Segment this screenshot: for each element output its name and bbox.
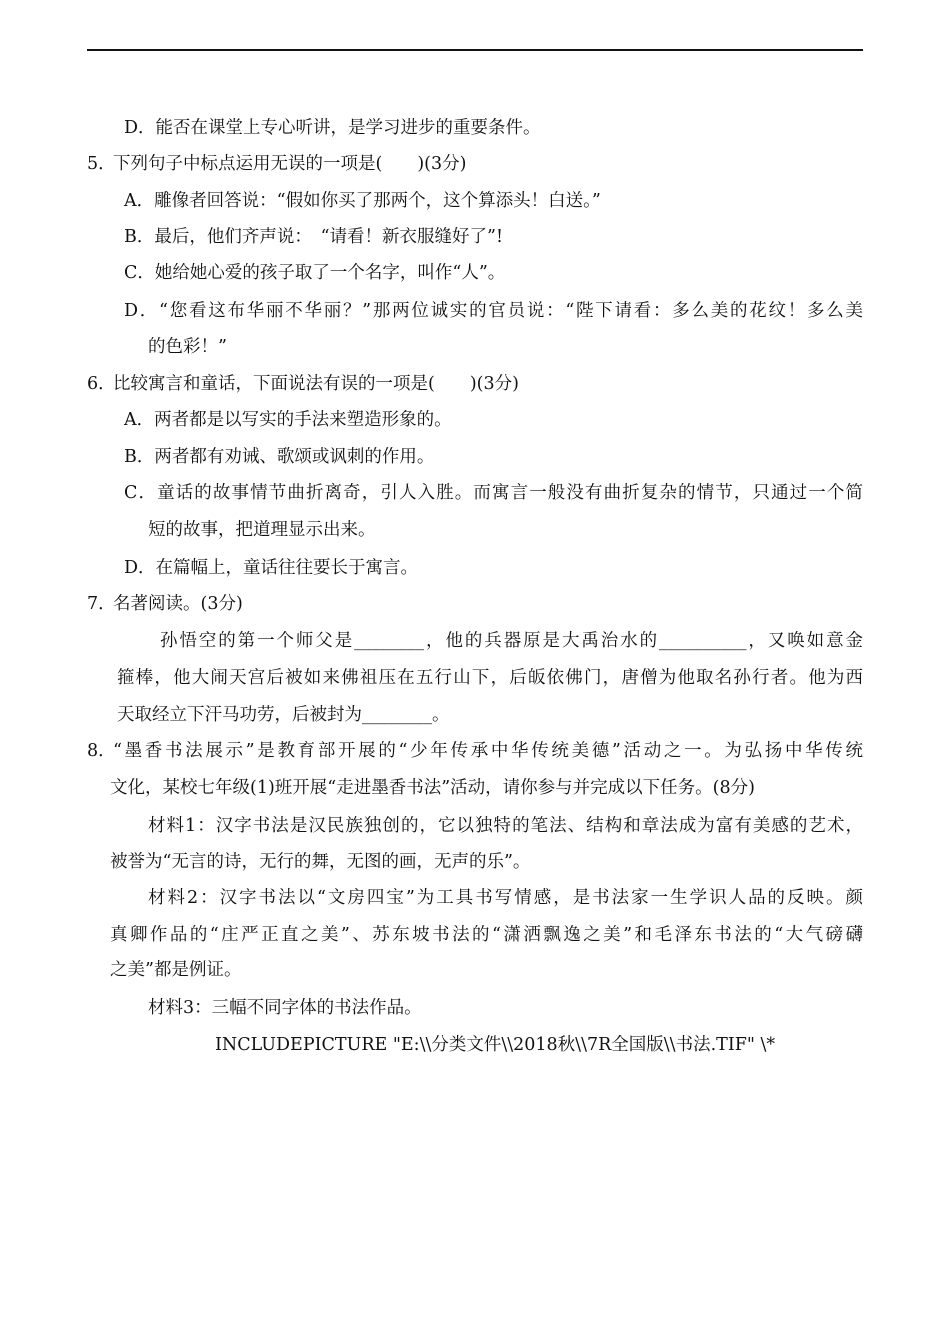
- q8-stem-line-2: 文化，某校七年级(1)班开展“走进墨香书法”活动，请你参与并完成以下任务。(8分): [110, 778, 755, 798]
- q4-option-d: D．能否在课堂上专心听讲，是学习进步的重要条件。: [124, 118, 541, 138]
- q7-passage-line-3: 天取经立下汗马功劳，后被封为________。: [117, 705, 450, 725]
- header-rule: [87, 49, 863, 51]
- q5-option-b: B．最后，他们齐声说： “请看！新衣服缝好了”!: [124, 227, 504, 247]
- material-2-line-1: 材料2：汉字书法以“文房四宝”为工具书写情感，是书法家一生学识人品的反映。颜: [148, 888, 863, 908]
- q6-stem: 比较寓言和童话，下面说法有误的一项是( )(3分): [113, 374, 519, 394]
- material-3: 材料3：三幅不同字体的书法作品。: [148, 998, 422, 1018]
- q5-option-d-cont: 的色彩！”: [148, 337, 227, 357]
- material-1-line-1: 材料1：汉字书法是汉民族独创的，它以独特的笔法、结构和章法成为富有美感的艺术，: [148, 816, 863, 836]
- q5-number: 5．: [87, 154, 116, 174]
- q6-option-b: B．两者都有劝诫、歌颂或讽刺的作用。: [124, 447, 435, 467]
- q5-option-d: D．“您看这布华丽不华丽？”那两位诚实的官员说：“陛下请看：多么美的花纹！多么美: [124, 301, 863, 321]
- q6-option-c-cont: 短的故事，把道理显示出来。: [148, 520, 376, 540]
- q7-passage-line-2: 箍棒，他大闹天宫后被如来佛祖压在五行山下，后皈依佛门，唐僧为他取名孙行者。他为西: [117, 668, 863, 688]
- material-2-line-2: 真卿作品的“庄严正直之美”、苏东坡书法的“潇洒飘逸之美”和毛泽东书法的“大气磅礴: [110, 925, 863, 945]
- q8-number: 8．: [87, 741, 116, 761]
- q7-stem: 名著阅读。(3分): [113, 594, 243, 614]
- q5-option-a: A．雕像者回答说：“假如你买了那两个，这个算添头！白送。”: [124, 191, 601, 211]
- includepicture-field-code: INCLUDEPICTURE "E:\\分类文件\\2018秋\\7R全国版\\书法.TIF" \*: [215, 1035, 776, 1055]
- q6-option-c: C．童话的故事情节曲折离奇，引人入胜。而寓言一般没有曲折复杂的情节，只通过一个简: [124, 483, 863, 503]
- material-1-line-2: 被誉为“无言的诗，无行的舞，无图的画，无声的乐”。: [110, 852, 531, 872]
- q8-stem-line-1: “墨香书法展示”是教育部开展的“少年传承中华传统美德”活动之一。为弘扬中华传统: [113, 741, 863, 761]
- q7-passage-line-1: 孙悟空的第一个师父是________，他的兵器原是大禹治水的__________，又唤如意金: [160, 631, 863, 651]
- q5-stem: 下列句子中标点运用无误的一项是( )(3分): [113, 154, 467, 174]
- q6-option-d: D．在篇幅上，童话往往要长于寓言。: [124, 558, 419, 578]
- q6-option-a: A．两者都是以写实的手法来塑造形象的。: [124, 410, 452, 430]
- material-2-line-3: 之美”都是例证。: [110, 960, 242, 980]
- q5-option-c: C．她给她心爱的孩子取了一个名字，叫作“人”。: [124, 263, 506, 283]
- q7-number: 7．: [87, 594, 116, 614]
- q6-number: 6．: [87, 374, 116, 394]
